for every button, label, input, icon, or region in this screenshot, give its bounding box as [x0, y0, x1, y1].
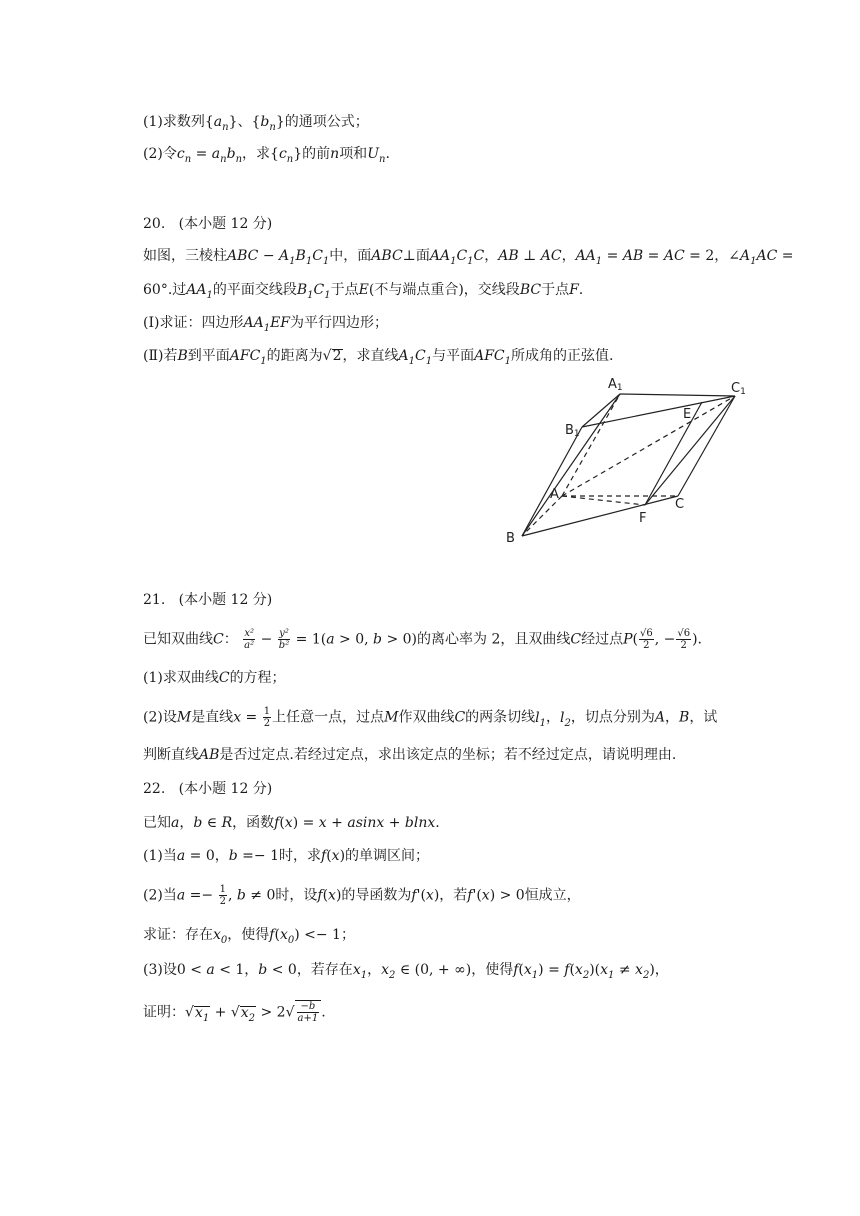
edge-A-A1	[562, 394, 620, 496]
label-F: F	[639, 511, 647, 526]
label-A: A	[550, 487, 559, 502]
edge-A1-C1	[620, 394, 735, 396]
edge-B-B1	[522, 427, 582, 536]
q20-part1: (Ⅰ)求证：四边形$AA_1EF$为平行四边形；	[143, 315, 389, 334]
q22-part1: (1)当a = 0，b =− 1时，求f(x)的单调区间；	[143, 848, 430, 864]
q21-part1: (1)求双曲线C的方程；	[143, 670, 286, 686]
edge-A-F	[562, 496, 645, 505]
label-C: C	[675, 497, 685, 512]
label-C1: C1	[731, 381, 746, 397]
q22-line1: 已知a，b ∈ R，函数f(x) = x + asinx + blnx.	[143, 815, 440, 831]
q20-line1: 如图，三棱柱ABC − $A_1B_1C_1$中，面ABC⊥面$AA_1C_1C$，AB ⊥ AC，$AA_1$ = AB = AC = 2，$\angle A_1AC$ =	[143, 248, 794, 267]
edge-A-B	[522, 496, 562, 536]
label-B1: B1	[565, 423, 580, 439]
edge-F-E	[645, 402, 702, 505]
label-E: E	[683, 407, 692, 422]
label-A1: A1	[608, 377, 623, 393]
q20-header: 20. (本小题 12 分)	[143, 216, 273, 232]
q21-part2-cont: 判断直线AB是否过定点.若经过定点，求出该定点的坐标；若不经过定点，请说明理由.	[143, 747, 677, 763]
label-B: B	[506, 531, 515, 546]
q21-line1: 已知双曲线C： $\frac{\text{x²}}{\text{a²}}$ − $\frac{\text{y²}}{\text{b²}}$ = 1(a > 0, b > 0)的离心率为 2，且双曲线C经过点P( $\frac{√6}{2}$ , − $\frac{√6}{2}$ ).	[143, 628, 702, 651]
q22-part3-proof: 证明：$√x_1 + √x_2 > 2√$ $\frac{-b}{a+1}$ .	[143, 1001, 326, 1024]
q22-header: 22. (本小题 12 分)	[143, 781, 273, 797]
q20-line2: 60°.过$AA_1$的平面交线段$B_1C_1$于点E(不与端点重合)，交线段BC于点F.	[143, 282, 584, 301]
q19-part2: (2)令$c_n = a_nb_n$，求$\{c_n\}$的前n项和$U_n$.	[143, 146, 390, 165]
edge-A-C1	[562, 396, 735, 496]
q21-part2: (2)设M是直线x = $\frac{1}{2}$ 上任意一点，过点M作双曲线C的两条切线$l_1$，$l_2$，切点分别为A，B，试	[143, 706, 718, 729]
q22-part2-cont: 求证：存在$x_0$，使得$f(x_0) <- 1$；	[143, 927, 355, 946]
q20-part2: (Ⅱ)若B到平面$AFC_1$的距离为√2，求直线$A_1C_1$与平面$AFC_1$所成角的正弦值.	[143, 348, 614, 367]
prism-figure	[500, 372, 760, 550]
q21-header: 21. (本小题 12 分)	[143, 592, 273, 608]
edge-B1-C1	[582, 396, 735, 427]
q22-part2: (2)当a =− $\frac{1}{2}$ , b ≠ 0时，设f(x)的导函数为f'(x)，若f'(x) > 0恒成立，	[143, 884, 581, 907]
q22-part3: (3)设0 < a < 1，b < 0，若存在$x_1$，$x_2$ ∈ (0, + ∞)，使得$f(x_1) = f(x_2)(x_1 \ne x_2)$，	[143, 962, 669, 981]
q19-part1: (1)求数列$\{a_n\}$、$\{b_n\}$的通项公式；	[143, 114, 369, 133]
